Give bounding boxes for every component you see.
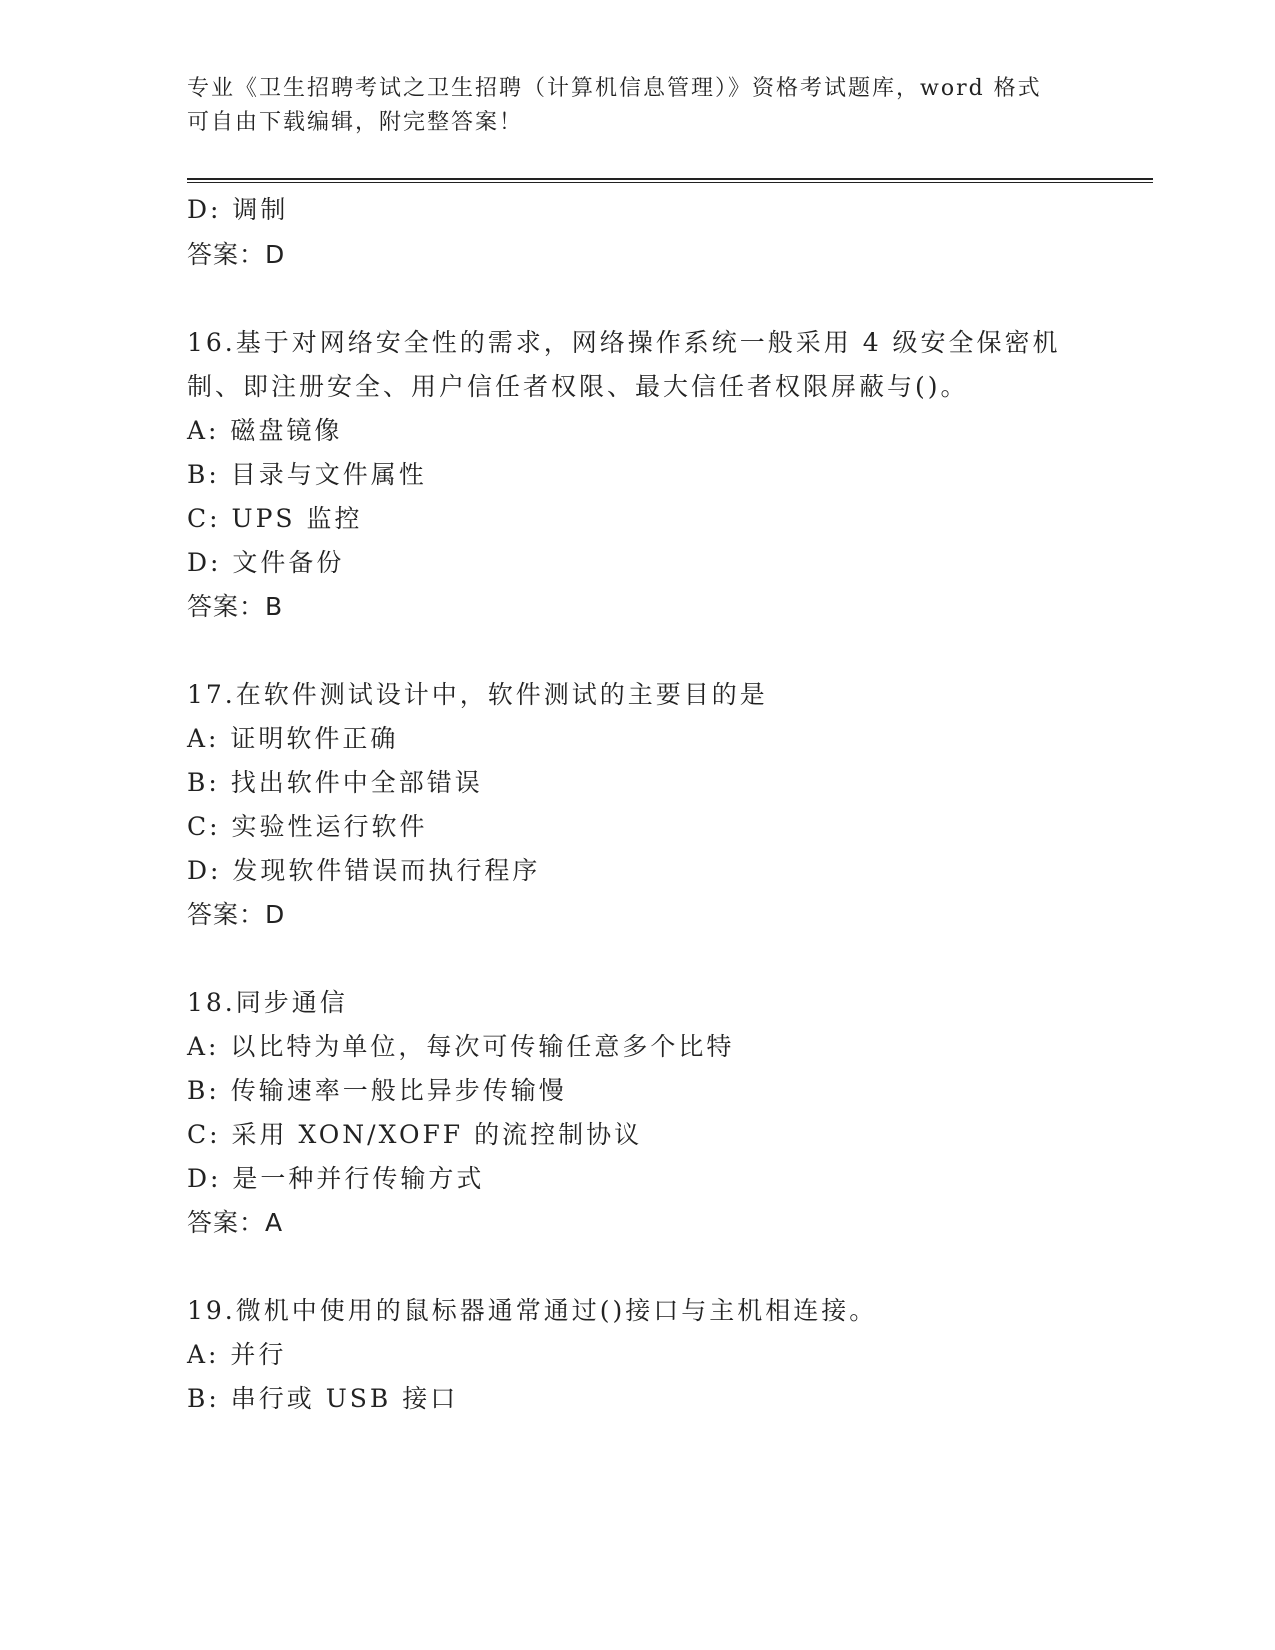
question-17-answer: 答案：D (187, 900, 286, 929)
prev-answer: 答案：D (187, 240, 286, 269)
header-line-2: 可自由下载编辑，附完整答案！ (187, 110, 524, 135)
question-16-option-a: A: 磁盘镜像 (187, 416, 343, 445)
question-18-option-a: A: 以比特为单位，每次可传输任意多个比特 (187, 1032, 735, 1061)
question-16-option-c: C: UPS 监控 (187, 504, 363, 533)
question-16-option-b: B: 目录与文件属性 (187, 460, 427, 489)
question-18-option-d: D: 是一种并行传输方式 (187, 1164, 485, 1193)
question-16-answer: 答案：B (187, 592, 284, 621)
question-16-stem-line-1: 16.基于对网络安全性的需求，网络操作系统一般采用 4 级安全保密机 (187, 328, 1061, 357)
question-16-stem-line-2: 制、即注册安全、用户信任者权限、最大信任者权限屏蔽与()。 (187, 372, 969, 401)
question-17-option-d: D: 发现软件错误而执行程序 (187, 856, 541, 885)
prev-option-d: D: 调制 (187, 195, 289, 224)
question-17-option-c: C: 实验性运行软件 (187, 812, 428, 841)
question-18-stem: 18.同步通信 (187, 988, 348, 1017)
question-18-option-b: B: 传输速率一般比异步传输慢 (187, 1076, 567, 1105)
header-divider (187, 178, 1153, 183)
question-19-stem: 19.微机中使用的鼠标器通常通过()接口与主机相连接。 (187, 1296, 878, 1325)
question-17-stem: 17.在软件测试设计中，软件测试的主要目的是 (187, 680, 768, 709)
question-19-option-b: B: 串行或 USB 接口 (187, 1384, 459, 1413)
document-header (187, 72, 1067, 140)
question-19-option-a: A: 并行 (187, 1340, 287, 1369)
header-line-1: 专业《卫生招聘考试之卫生招聘（计算机信息管理）》资格考试题库，word 格式 (187, 76, 1042, 101)
question-17-option-a: A: 证明软件正确 (187, 724, 399, 753)
question-18-option-c: C: 采用 XON/XOFF 的流控制协议 (187, 1120, 643, 1149)
question-18-answer: 答案：A (187, 1208, 284, 1237)
question-16-option-d: D: 文件备份 (187, 548, 345, 577)
question-17-option-b: B: 找出软件中全部错误 (187, 768, 483, 797)
